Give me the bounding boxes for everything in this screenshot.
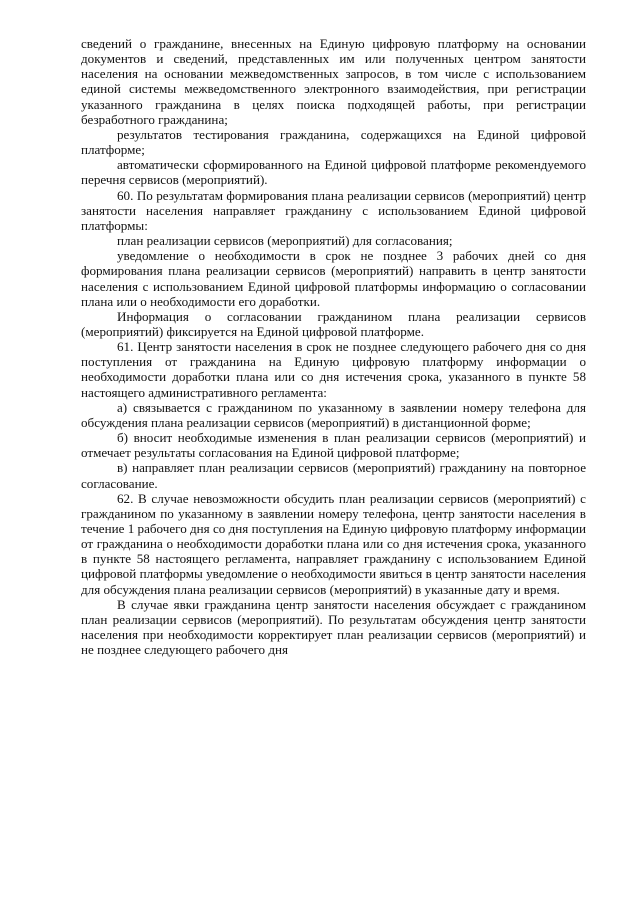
paragraph-clause-61-a: а) связывается с гражданином по указанному в заявлении номеру телефона для обсуждения плана реализации сервисов (мероприятий) в дистанционной форме;	[81, 399, 586, 430]
document-page	[81, 36, 586, 657]
paragraph-clause-61: 61. Центр занятости населения в срок не позднее следующего рабочего дня со дня поступления от гражданина на Единую цифровую платформу информации о необходимости доработки плана или со дня истечения срока, указанного в пункте 58 настоящего административного регламента:	[81, 339, 586, 400]
paragraph-testing-results: результатов тестирования гражданина, содержащихся на Единой цифровой платформе;	[81, 126, 586, 158]
paragraph-approval-info: Информация о согласовании гражданином плана реализации сервисов (мероприятий) фиксируется на Единой цифровой платформе.	[81, 308, 586, 339]
paragraph-clause-61-v: в) направляет план реализации сервисов (мероприятий) гражданину на повторное согласование.	[81, 460, 586, 491]
paragraph-recommended-list: автоматически сформированного на Единой цифровой платформе рекомендуемого перечня сервисов (мероприятий).	[81, 157, 586, 188]
paragraph-intro-continuation: сведений о гражданине, внесенных на Единую цифровую платформу на основании документов и сведений, представленных им или полученных центром занятости населения на основании межведомственных запросов, в том числе с использованием единой системы межведомственного электронного взаимодействия, при регистрации указанного гражданина в целях поиска подходящей работы, при регистрации безработного гражданина;	[81, 36, 586, 127]
paragraph-clause-60: 60. По результатам формирования плана реализации сервисов (мероприятий) центр занятости населения направляет гражданину с использованием Единой цифровой платформы:	[81, 187, 586, 233]
paragraph-notification: уведомление о необходимости в срок не позднее 3 рабочих дней со дня формирования плана реализации сервисов (мероприятий) направить в центр занятости населения с использованием Единой цифровой платформы информацию о согласовании плана или о необходимости его доработки.	[81, 248, 586, 309]
paragraph-clause-61-b: б) вносит необходимые изменения в план реализации сервисов (мероприятий) и отмечает результаты согласования на Единой цифровой платформе;	[81, 430, 586, 461]
paragraph-clause-62: 62. В случае невозможности обсудить план реализации сервисов (мероприятий) с гражданином по указанному в заявлении номеру телефона, центр занятости населения в течение 1 рабочего дня со дня поступления на Единую цифровую платформу информации от гражданина о необходимости доработки плана или со дня истечения срока, указанного в пункте 58 настоящего регламента, направляет гражданину с использованием Единой цифровой платформы уведомление о необходимости явиться в центр занятости населения для обсуждения плана реализации сервисов (мероприятий) в указанные дату и время.	[81, 490, 586, 597]
paragraph-plan-for-approval: план реализации сервисов (мероприятий) для согласования;	[117, 233, 453, 249]
paragraph-appearance: В случае явки гражданина центр занятости населения обсуждает с гражданином план реализации сервисов (мероприятий). По результатам обсуждения центр занятости населения при необходимости корректирует план реализации сервисов (мероприятий) и не позднее следующего рабочего дня	[81, 596, 586, 658]
